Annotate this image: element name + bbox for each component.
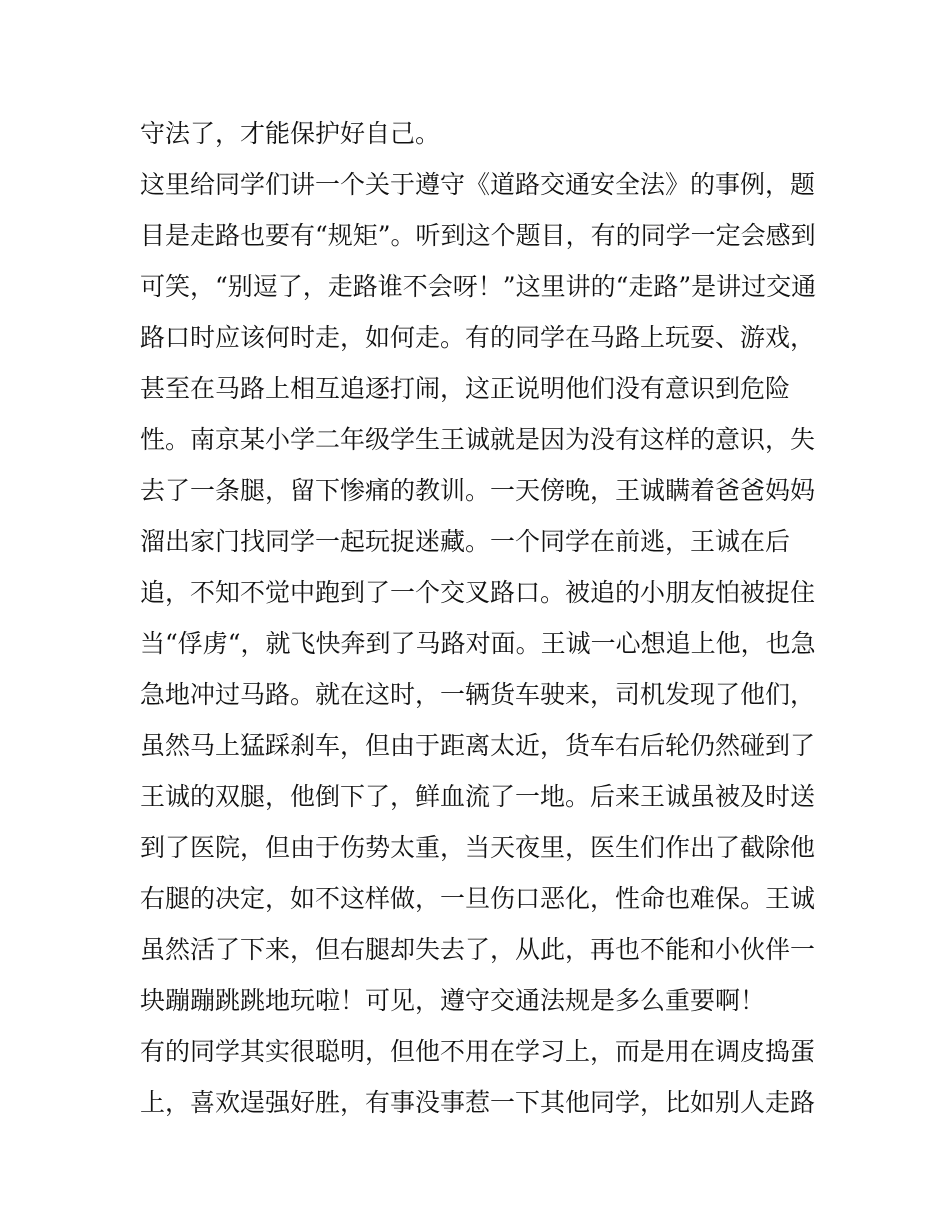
body-text [140,108,820,1128]
text-line: 溜出家门找同学一起玩捉迷藏。一个同学在前逃，王诚在后 [140,527,791,556]
text-line: 虽然马上猛踩刹车，但由于距离太近，货车右后轮仍然碰到了 [140,731,816,760]
text-line: 路口时应该何时走，如何走。有的同学在马路上玩耍、游戏， [140,323,816,352]
text-line: 急地冲过马路。就在这时，一辆货车驶来，司机发现了他们， [140,680,816,709]
text-line: 性。南京某小学二年级学生王诚就是因为没有这样的意识，失 [140,425,816,454]
text-line: 追，不知不觉中跑到了一个交叉路口。被追的小朋友怕被捉住 [140,578,816,607]
text-line: 这里给同学们讲一个关于遵守《道路交通安全法》的事例，题 [140,170,816,199]
text-line: 去了一条腿，留下惨痛的教训。一天傍晚，王诚瞒着爸爸妈妈 [140,476,816,505]
text-line: 右腿的决定，如不这样做，一旦伤口恶化，性命也难保。王诚 [140,884,816,913]
text-line: 王诚的双腿，他倒下了，鲜血流了一地。后来王诚虽被及时送 [140,782,816,811]
text-line: 到了医院，但由于伤势太重，当天夜里，医生们作出了截除他 [140,833,816,862]
text-line: 可笑，“别逗了，走路谁不会呀！”这里讲的“走路”是讲过交通 [140,272,817,301]
text-line: 当“俘虏“，就飞快奔到了马路对面。王诚一心想追上他，也急 [140,629,816,658]
text-line: 虽然活了下来，但右腿却失去了，从此，再也不能和小伙伴一 [140,935,816,964]
text-line: 上，喜欢逞强好胜，有事没事惹一下其他同学，比如别人走路 [140,1088,816,1117]
text-line: 块蹦蹦跳跳地玩啦！可见，遵守交通法规是多么重要啊！ [140,986,766,1015]
text-line: 有的同学其实很聪明，但他不用在学习上，而是用在调皮捣蛋 [140,1037,816,1066]
text-line: 守法了，才能保护好自己。 [140,119,441,148]
text-line: 目是走路也要有“规矩”。听到这个题目，有的同学一定会感到 [140,221,816,250]
text-line: 甚至在马路上相互追逐打闹，这正说明他们没有意识到危险 [140,374,791,403]
